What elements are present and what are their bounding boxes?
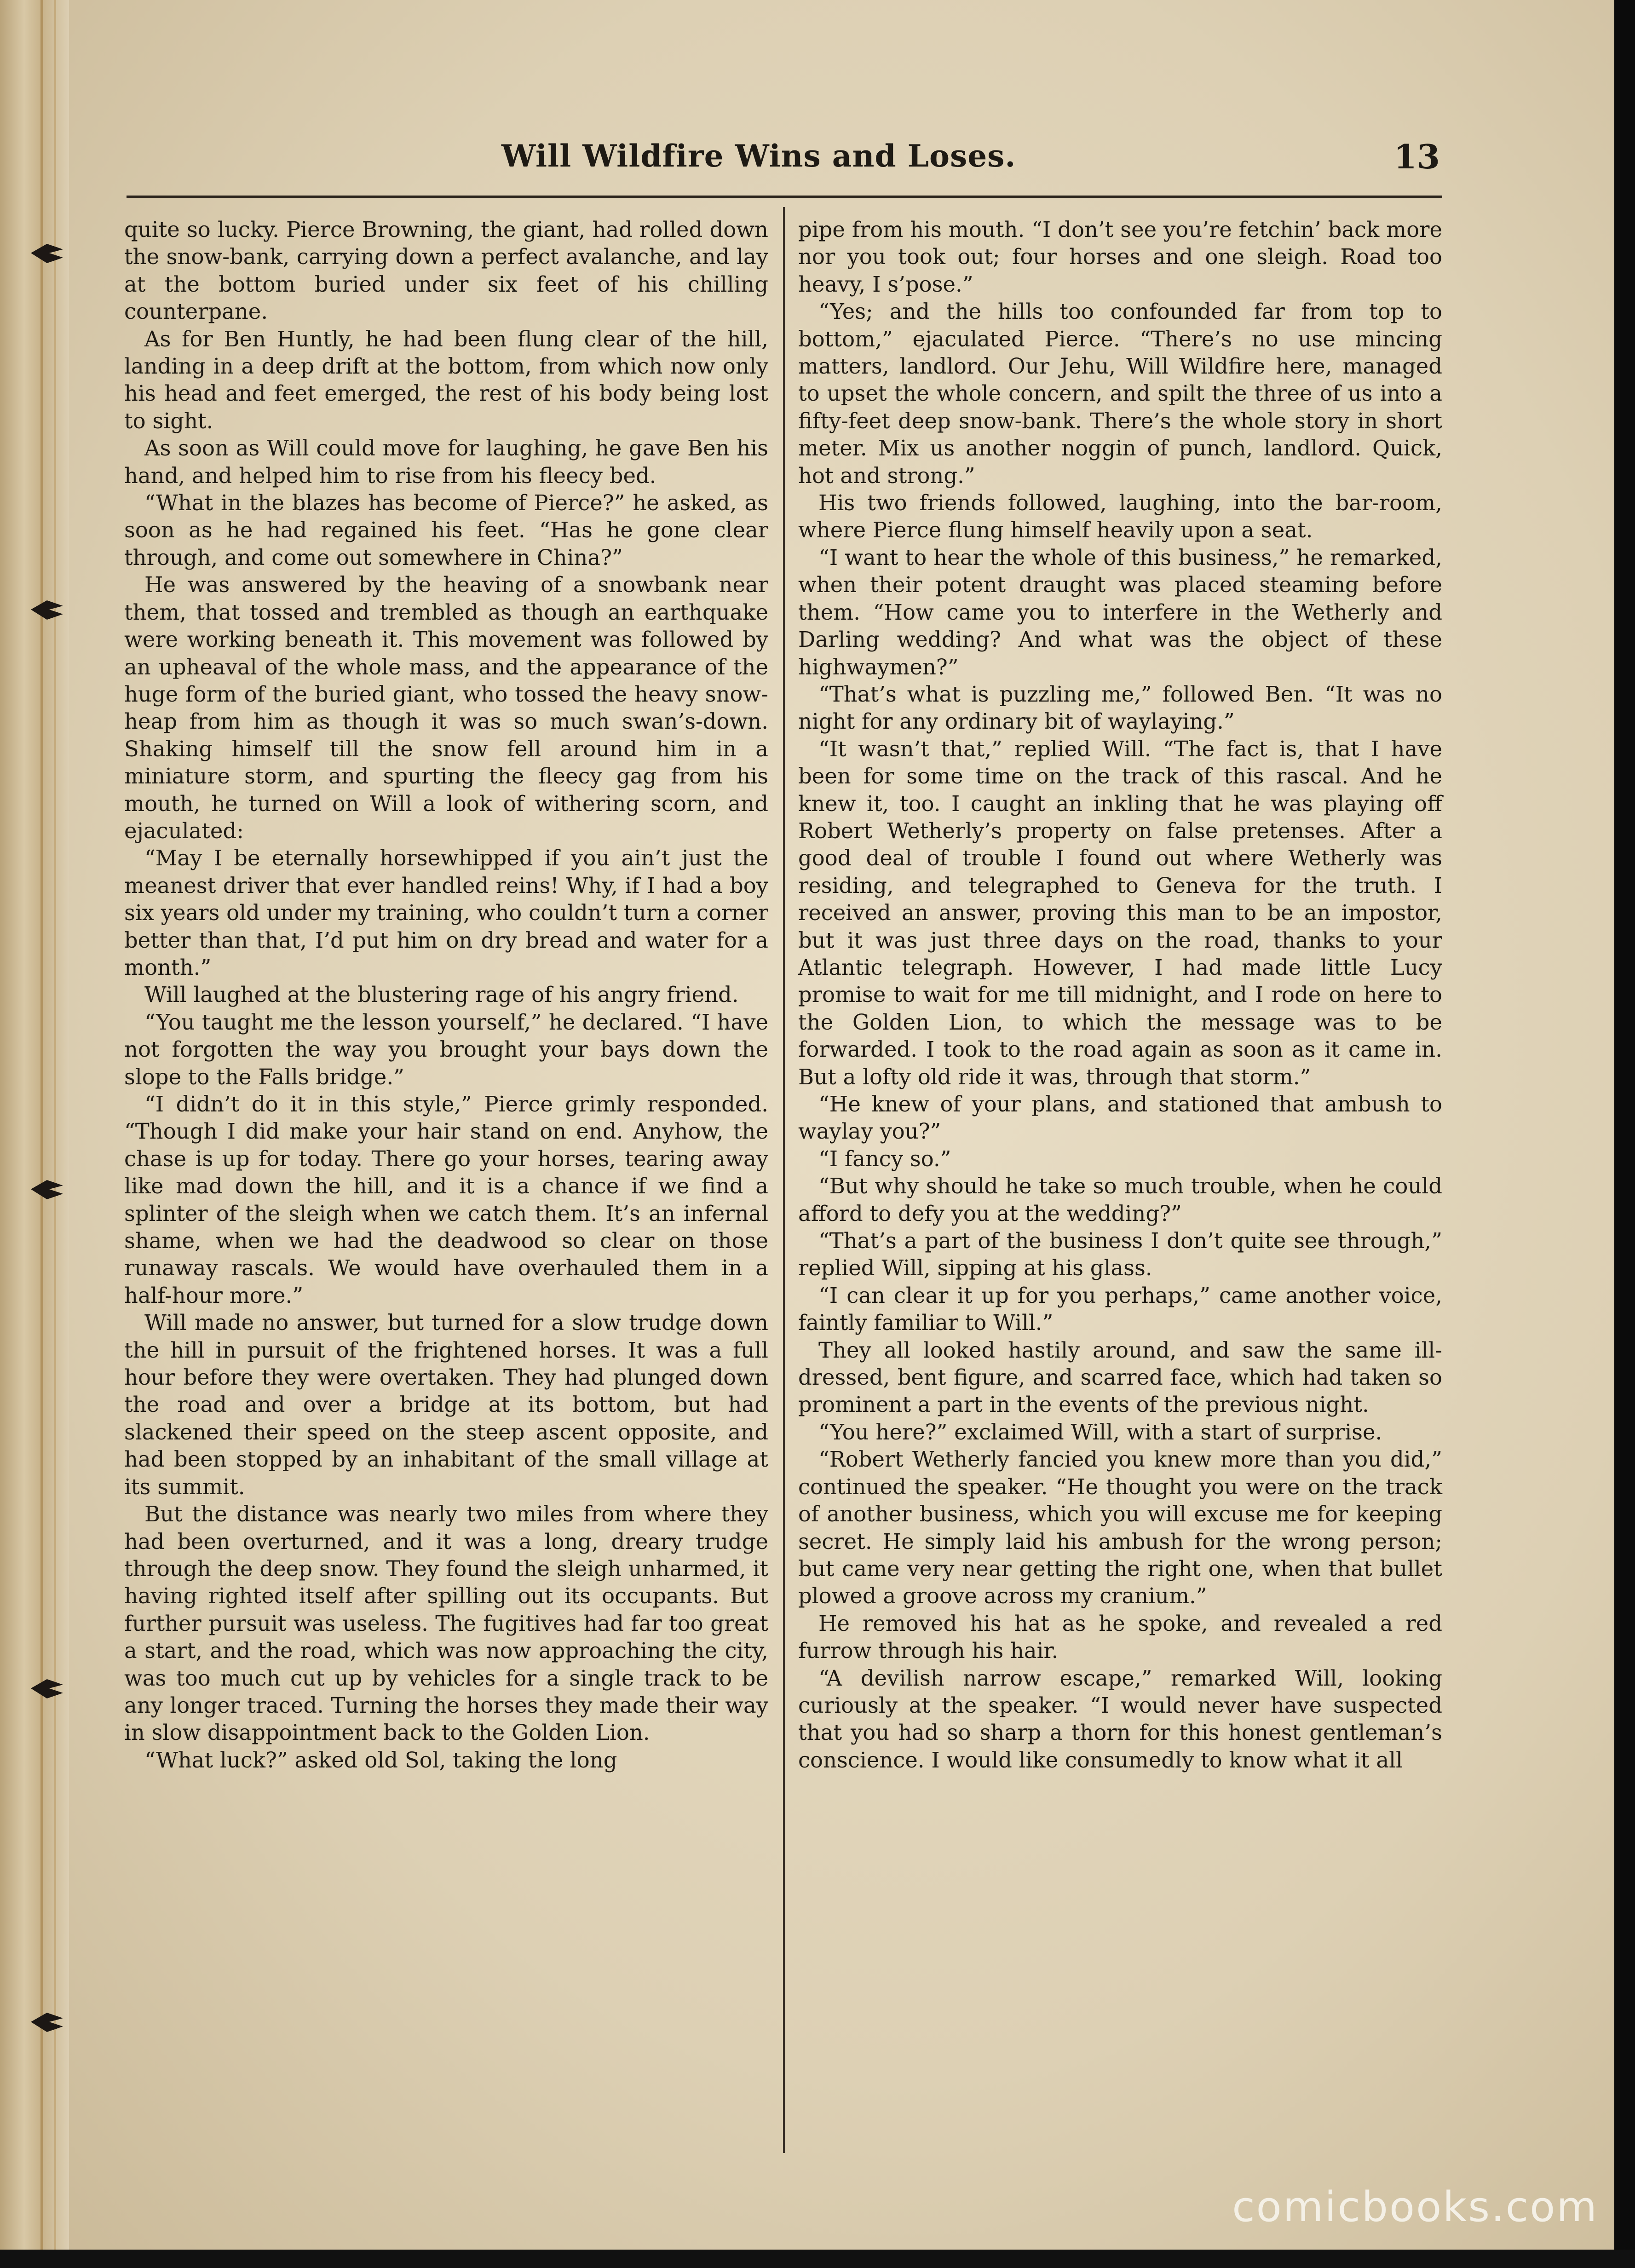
paragraph: He was answered by the heaving of a snowbank near them, that tossed and trembled as though an earthquake were working beneath it. This movement was followed by an upheaval of the whole mass, and the appearance of the huge form of the buried giant, who tossed the heavy snow-heap from him as though it was so much swan’s-down. Shaking himself till the snow fell around him in a miniature storm, and spurting the fleecy gag from his mouth, he turned on Will a look of withering scorn, and ejaculated: [124,572,768,843]
spine-fold-line [40,0,43,2268]
paragraph: “May I be eternally horsewhipped if you ain’t just the meanest driver that ever handled reins! Why, if I had a boy six years old under my training, who couldn’t turn a corner better than that, I’d put him on dry bread and water for a month.” [124,846,768,980]
text-column-left [124,216,768,1774]
page-header [124,129,1445,189]
paragraph: “You taught me the lesson yourself,” he declared. “I have not forgotten the way you brought your bays down the slope to the Falls bridge.” [124,1009,768,1089]
paragraph: “That’s a part of the business I don’t quite see through,” replied Will, sipping at his glass. [798,1228,1442,1281]
paragraph: As for Ben Huntly, he had been flung clear of the hill, landing in a deep drift at the bottom, from which now only his head and feet emerged, the rest of his body being lost to sight. [124,326,768,433]
scan-edge [1614,0,1635,2268]
page-number: 13 [1393,137,1440,176]
paragraph: “A devilish narrow escape,” remarked Will, looking curiously at the speaker. “I would never have suspected that you had so sharp a thorn for this honest gentleman’s conscience. I would like consumedly to know what it all [798,1665,1442,1773]
binding-staple-icon [29,1675,65,1702]
paragraph: “He knew of your plans, and stationed that ambush to waylay you?” [798,1092,1442,1144]
binding-staple-icon [29,2008,65,2036]
paragraph: “That’s what is puzzling me,” followed Ben. “It was no night for any ordinary bit of waylaying.” [798,681,1442,734]
binding-staple-icon [29,1175,65,1203]
paragraph: “What luck?” asked old Sol, taking the long [144,1747,617,1773]
paragraph: His two friends followed, laughing, into the bar-room, where Pierce flung himself heavily upon a seat. [798,490,1442,543]
paragraph: “I want to hear the whole of this business,” he remarked, when their potent draught was placed steaming before them. “How came you to interfere in the Wetherly and Darling wedding? And what was the object of these highwaymen?” [798,545,1442,679]
binding-staple-icon [29,596,65,623]
paragraph: “You here?” exclaimed Will, with a start of surprise. [818,1419,1382,1445]
paragraph: Will laughed at the blustering rage of his angry friend. [144,982,739,1007]
paragraph: “But why should he take so much trouble, when he could afford to defy you at the wedding?” [798,1174,1442,1226]
paragraph: “It wasn’t that,” replied Will. “The fact is, that I have been for some time on the track of this rascal. And he knew it, too. I caught an inkling that he was playing off Robert Wetherly’s property on false pretenses. After a good deal of trouble I found out where Wetherly was residing, and telegraphed to Geneva for the truth. I received an answer, proving this man to be an impostor, but it was just three days on the road, thanks to your Atlantic telegraph. However, I had made little Lucy promise to wait for me till midnight, and I rode on here to the Golden Lion, to which the message was to be forwarded. I took to the road again as soon as it came in. But a lofty old ride it was, through that storm.” [798,736,1442,1089]
paragraph: quite so lucky. Pierce Browning, the giant, had rolled down the snow-bank, carrying down a perfect avalanche, and lay at the bottom buried under six feet of his chilling counterpane. [124,217,768,324]
paragraph: But the distance was nearly two miles from where they had been overturned, and it was a long, dreary trudge through the deep snow. They found the sleigh unharmed, it having righted itself after spilling out its occupants. But further pursuit was useless. The fugitives had far too great a start, and the road, which was now approaching the city, was too much cut up by vehicles for a single track to be any longer traced. Turning the horses they made their way in slow disappointment back to the Golden Lion. [124,1502,768,1745]
paragraph: “I can clear it up for you perhaps,” came another voice, faintly familiar to Will.” [798,1283,1442,1335]
text-column-right [798,216,1442,1774]
paragraph: Will made no answer, but turned for a slow trudge down the hill in pursuit of the frightened horses. It was a full hour before they were overtaken. They had plunged down the road and over a bridge at its bottom, but had slackened their speed on the steep ascent opposite, and had been stopped by an inhabitant of the small village at its summit. [124,1310,768,1499]
paragraph: “Robert Wetherly fancied you knew more than you did,” continued the speaker. “He thought you were on the track of another business, which you will excuse me for keeping secret. He simply laid his ambush for the wrong person; but came very near getting the right one, when that bullet plowed a groove across my cranium.” [798,1447,1442,1609]
running-title: Will Wildfire Wins and Loses. [501,138,1016,174]
paragraph: pipe from his mouth. “I don’t see you’re fetchin’ back more nor you took out; four horses and one sleigh. Road too heavy, I s’pose.” [798,217,1442,297]
binding-spine [0,0,69,2268]
paragraph: As soon as Will could move for laughing, he gave Ben his hand, and helped him to rise from his fleecy bed. [124,436,768,488]
scan-edge [0,2250,1635,2268]
paragraph: “What in the blazes has become of Pierce?” he asked, as soon as he had regained his feet. “Has he gone clear through, and come out somewhere in China?” [124,490,768,570]
paragraph: He removed his hat as he spoke, and revealed a red furrow through his hair. [798,1611,1442,1664]
paragraph: “I fancy so.” [818,1146,951,1171]
paragraph: They all looked hastily around, and saw the same ill-dressed, bent figure, and scarred face, which had taken so prominent a part in the events of the previous night. [798,1337,1442,1417]
paragraph: “Yes; and the hills too confounded far from top to bottom,” ejaculated Pierce. “There’s no use mincing matters, landlord. Our Jehu, Will Wildfire here, managed to upset the whole concern, and spilt the three of us into a fifty-feet deep snow-bank. There’s the whole story in short meter. Mix us another noggin of punch, landlord. Quick, hot and strong.” [798,299,1442,488]
spine-fold-line [54,0,56,2268]
binding-staple-icon [29,239,65,267]
watermark: comicbooks.com [1232,2183,1598,2231]
paragraph: “I didn’t do it in this style,” Pierce grimly responded. “Though I did make your hair stand on end. Anyhow, the chase is up for today. There go your horses, tearing away like mad down the hill, and it is a chance if we find a splinter of the sleigh when we catch them. It’s an infernal shame, when we had the deadwood so clear on those runaway rascals. We would have overhauled them in a half-hour more.” [124,1092,768,1308]
column-divider [783,207,785,2153]
header-rule [127,196,1442,198]
